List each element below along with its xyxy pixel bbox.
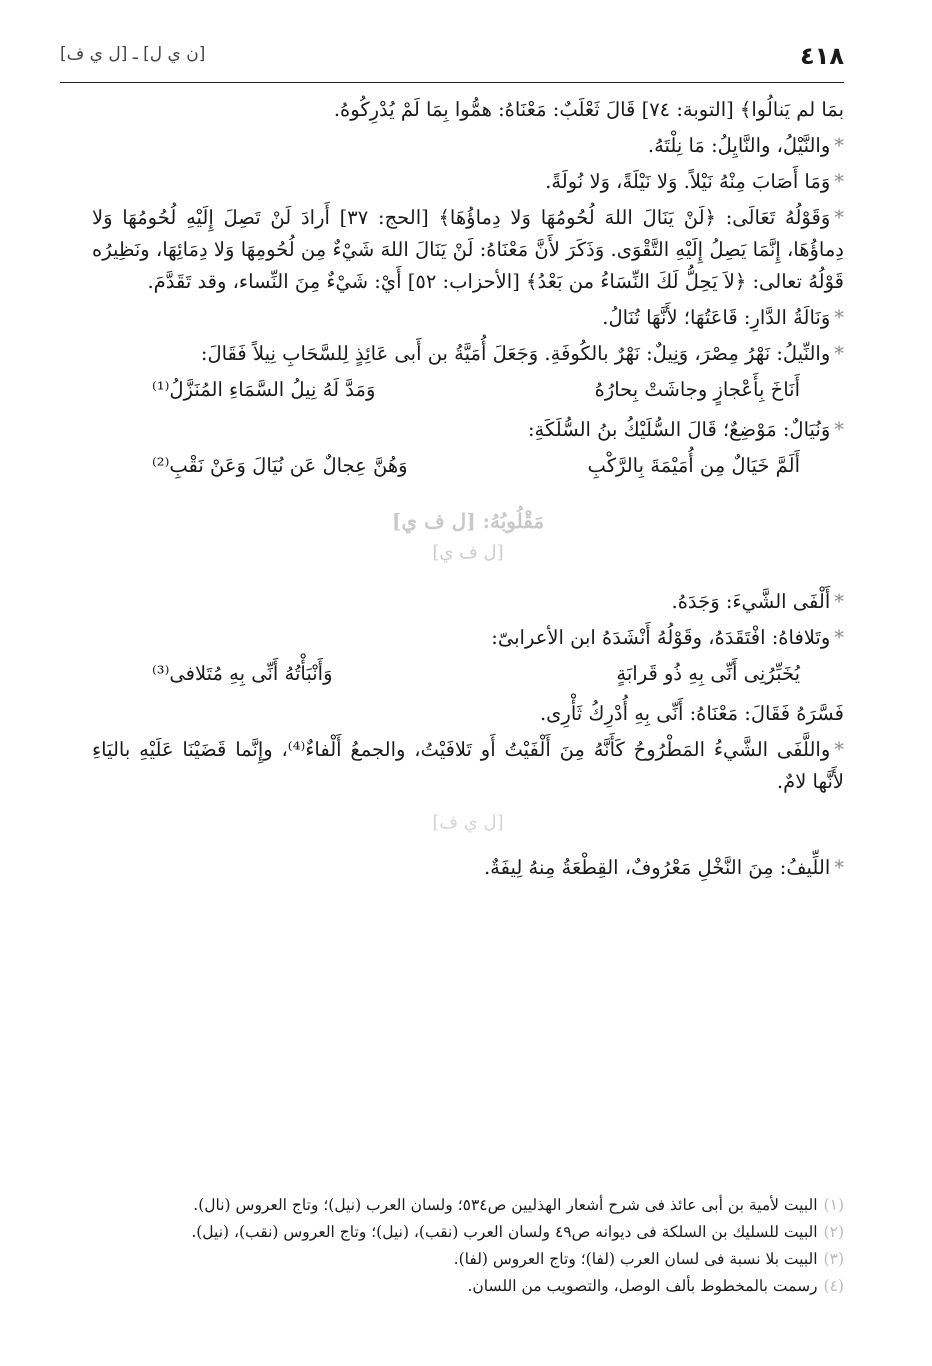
asterisk-icon: * bbox=[834, 170, 844, 193]
text-line: *وتَلافاهُ: افْتَقَدَهُ، وقَوْلُهُ أَنْشَدَهُ ابن الأعرابىّ: bbox=[491, 626, 844, 649]
asterisk-icon: * bbox=[834, 306, 844, 329]
text-line: *والنَّيْلُ، والنَّايِلُ: مَا نِلْتَهُ. bbox=[647, 134, 844, 157]
section-title: مَقْلُوبُهُ: [ل ف ي] bbox=[391, 509, 545, 533]
asterisk-icon: * bbox=[834, 134, 844, 157]
asterisk-icon: * bbox=[834, 738, 845, 761]
verse-first-hemistich: أَنَاخَ بِأَعْجازٍ وجاشَتْ بِحارُهُ bbox=[594, 378, 800, 401]
page-header bbox=[60, 42, 844, 83]
poem-verse bbox=[152, 658, 800, 690]
text-line: *وَمَا أَصَابَ مِنْهُ نَيْلاً. وَلا نَيْلَةً، وَلا نُولَةً. bbox=[545, 170, 844, 193]
text-line: *وَنَالَةُ الدَّارِ: قَاعَتُهَا؛ لأَنَّهَا تُنَالُ. bbox=[602, 306, 844, 329]
text-line: *وَنُيَالٌ: مَوْضِعٌ؛ قَالَ السُّلَيْكُ بنُ السُّلَكَةِ: bbox=[527, 418, 844, 441]
footnotes bbox=[70, 1192, 844, 1300]
text-paragraph: *واللَّفَى الشَّيءُ المَطْرُوحُ كَأَنَّهُ مِنَ أَلْفَيْتُ أَو تَلافَيْتُ، والجمعُ أَلْفاءٌ⁽⁴⁾، وإِنَّما قَضَيْنَا عَلَيْهِ باليَاءِ لأَنَّها لامٌ. bbox=[92, 738, 845, 793]
page-number: ٤١٨ bbox=[800, 42, 844, 70]
footnote: (٣)البيت بلا نسبة فى لسان العرب (لفا)؛ وتاج العروس (لفا). bbox=[453, 1250, 844, 1268]
footnote: (٤)رسمت بالمخطوط بألف الوصل، والتصويب من اللسان. bbox=[467, 1277, 844, 1295]
text-line: بمَا لم يَنالُوا﴾ [التوبة: ٧٤] قَالَ ثَعْلَبٌ: مَعْنَاهُ: همُّوا بِمَا لَمْ يُدْرِكُوهُ. bbox=[333, 98, 844, 121]
text-line: فَسَّرَهُ فَقَالَ: مَعْنَاهُ: أَنِّى بِهِ أُدْرِكُ ثَأْرِى. bbox=[539, 702, 844, 725]
verse-second-hemistich: وَهُنَّ عِجالٌ عَن نُيَالَ وَعَنْ نَقْبِ⁽²⁾ bbox=[152, 454, 408, 477]
text-paragraph: *والنِّيلُ: نَهْرُ مِصْرَ، وَنِيلٌ: نَهْرٌ بالكُوفَةِ. وَجَعَلَ أُمَيَّةُ بن أَبى عَائِذٍ لِلسَّحَابِ نِيلاً فَقَالَ: bbox=[200, 342, 844, 365]
asterisk-icon: * bbox=[834, 626, 844, 649]
text-line: *أَلْفَى الشَّيءَ: وَجَدَهُ. bbox=[671, 590, 844, 613]
verse-second-hemistich: وَأَنْبَأْتُهُ أَنِّى بِهِ مُتَلافى⁽³⁾ bbox=[152, 662, 333, 685]
section-separator: [ل ي ف] bbox=[432, 812, 504, 833]
asterisk-icon: * bbox=[834, 590, 844, 613]
footnote-mark: (٢) bbox=[823, 1223, 844, 1241]
verse-first-hemistich: أَلَمَّ خَيَالٌ مِن أُمَيْمَةَ بِالرَّكْبِ bbox=[587, 454, 800, 477]
asterisk-icon: * bbox=[834, 418, 844, 441]
main-text bbox=[92, 94, 844, 888]
text-paragraph: *وَقَوْلُهُ تَعَالَى: ﴿لَنْ يَنَالَ اللهَ لُحُومُهَا وَلا دِماؤُهَا﴾ [الحج: ٣٧] أَرادَ لَنْ تَصِلَ إِلَيْهِ لُحُومُهَا وَلا دِماؤُهَا، إِنَّمَا يَصِلُ إِلَيْهِ التَّقْوَى. وَذَكَرَ لأَنَّ مَعْنَاهُ: لَنْ يَنَالَ اللهَ شَيْءٌ مِن لُحُومِهَا وَلا دِمَائِهَا، ونَظِيرُه قَوْلُهُ تعالى: ﴿لاَ يَحِلُّ لَكَ النِّسَاءُ من بَعْدُ﴾ [الأحزاب: ٥٢] أَيْ: شَيْءٌ مِنَ النِّساء، وقد تَقَدَّمَ. bbox=[92, 206, 844, 293]
poem-verse bbox=[152, 450, 800, 482]
footnote: (٢)البيت للسليك بن السلكة فى ديوانه ص٤٩ ولسان العرب (نقب)، (نيل)؛ وتاج العروس (نقب)، (نيل). bbox=[191, 1223, 844, 1241]
poem-verse bbox=[152, 374, 800, 406]
footnote: (١)البيت لأمية بن أبى عائذ فى شرح أشعار الهذليين ص٥٣٤؛ ولسان العرب (نيل)؛ وتاج العروس (نال). bbox=[193, 1196, 844, 1214]
asterisk-icon: * bbox=[834, 206, 844, 229]
verse-first-hemistich: يُخَبِّرُنِى أَنِّى بِهِ ذُو قَرابَةٍ bbox=[616, 662, 800, 685]
text-line: *اللِّيفُ: مِنَ النَّخْلِ مَعْرُوفٌ، القِطْعَةُ مِنهُ لِيفَةٌ. bbox=[483, 856, 844, 879]
footnote-mark: (٣) bbox=[823, 1250, 844, 1268]
footnote-mark: (٤) bbox=[823, 1277, 844, 1295]
asterisk-icon: * bbox=[834, 856, 844, 879]
asterisk-icon: * bbox=[834, 342, 844, 365]
verse-second-hemistich: وَمَدَّ لَهُ نِيلُ السَّمَاءِ المُنَزَّلُ⁽¹⁾ bbox=[152, 378, 376, 401]
footnote-mark: (١) bbox=[823, 1196, 844, 1214]
section-subtitle: [ل ف ي] bbox=[432, 542, 504, 563]
running-title: [ن ي ل] ـ [ل ي ف] bbox=[60, 44, 206, 64]
